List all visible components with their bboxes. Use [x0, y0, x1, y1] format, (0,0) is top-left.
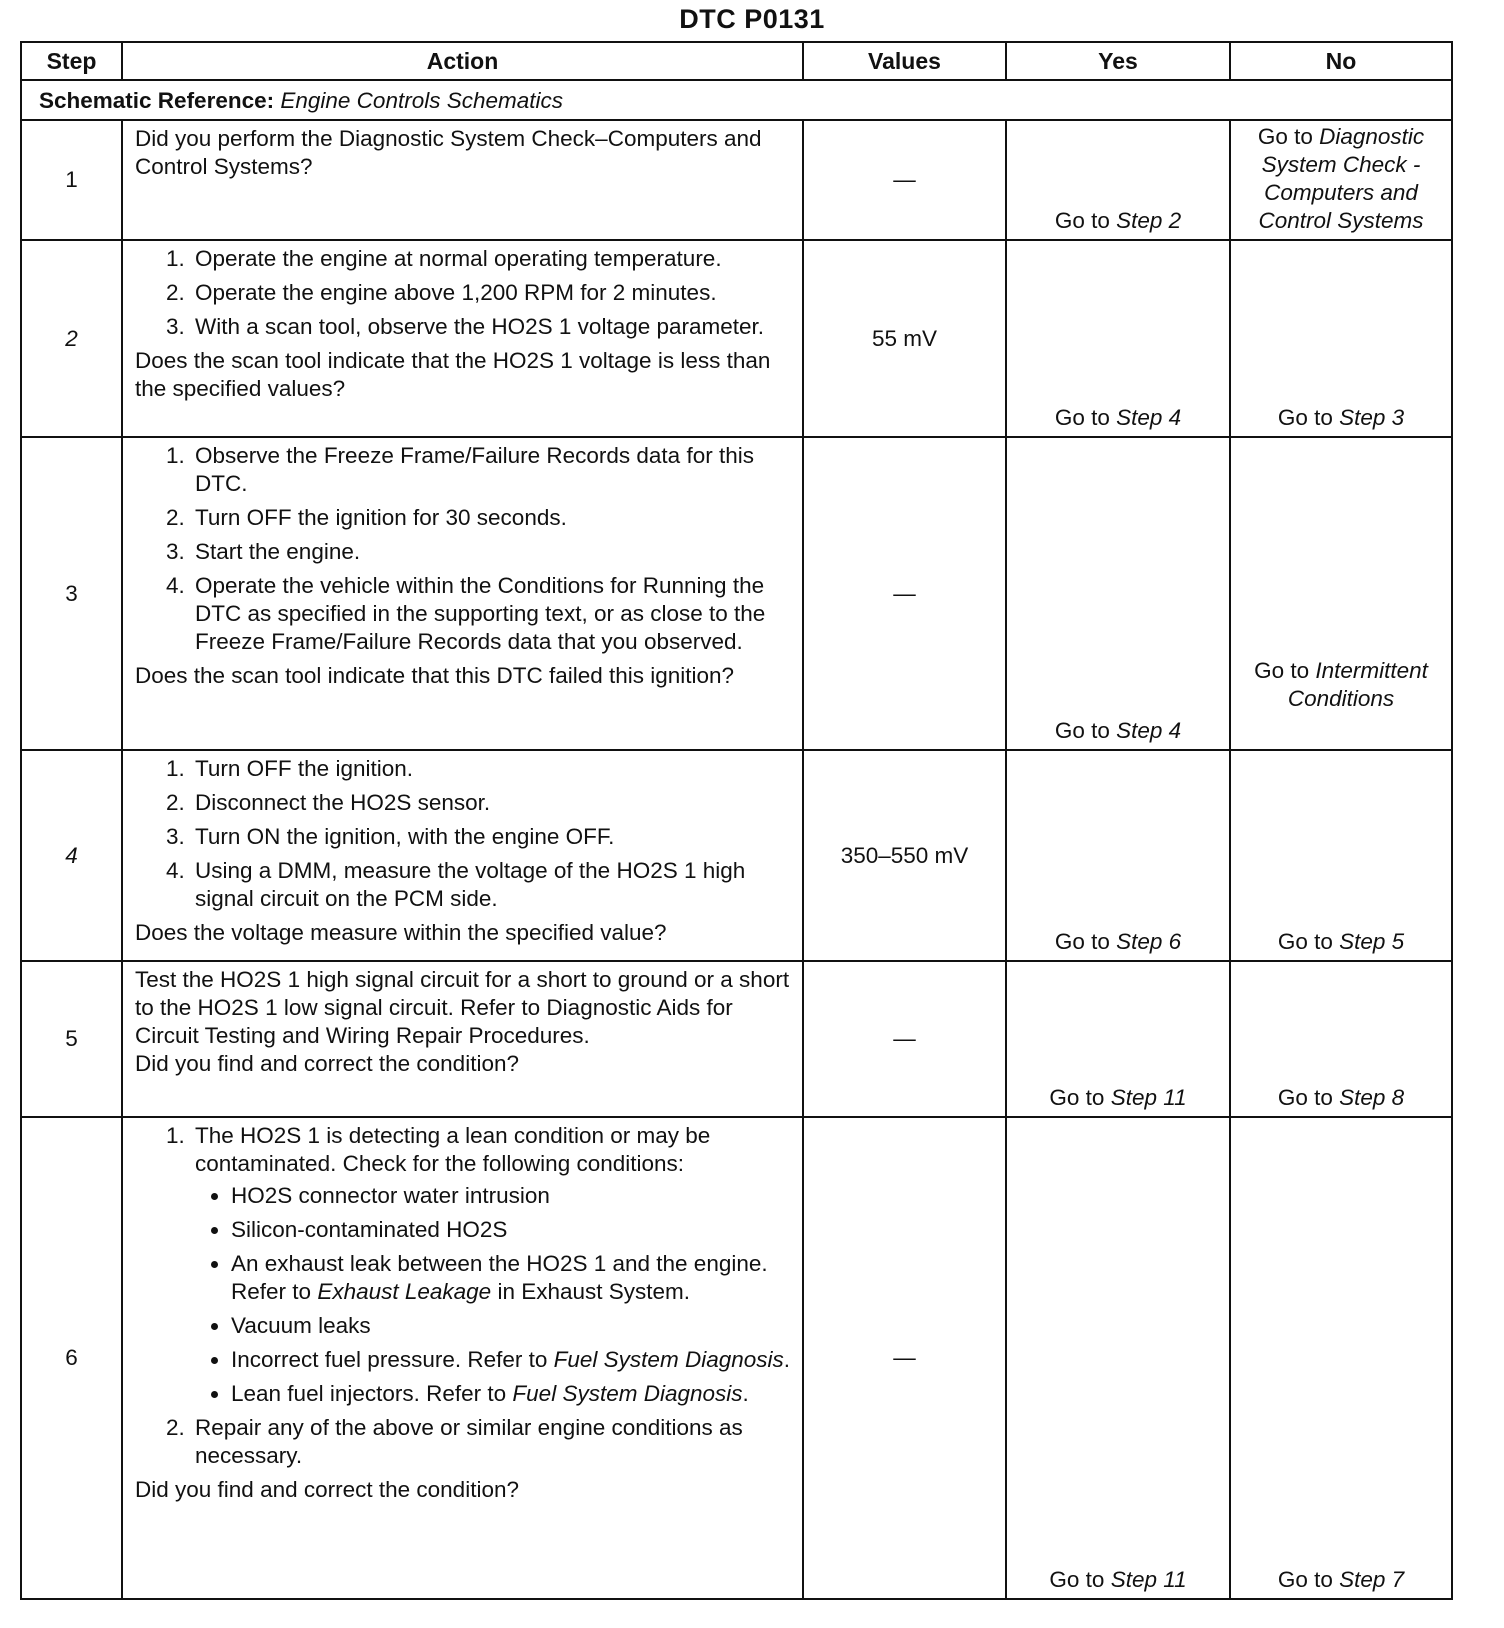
step-number: 1	[21, 120, 122, 240]
schematic-reference	[21, 80, 1452, 120]
condition-item: • Lean fuel injectors. Refer to Fuel System Diagnosis.	[231, 1380, 792, 1408]
action-cell	[122, 120, 803, 240]
table-row-step-1	[21, 120, 1452, 240]
table-row-step-3	[21, 437, 1452, 750]
action-cell	[122, 750, 803, 961]
step-number: 4	[21, 750, 122, 961]
yes-link[interactable]: Step 4	[1116, 718, 1182, 743]
action-question: Did you find and correct the condition?	[135, 1477, 519, 1502]
yes-cell	[1006, 120, 1230, 240]
schematic-label: Schematic Reference:	[39, 88, 275, 113]
no-cell	[1230, 1117, 1452, 1599]
goto-label: Go to	[1277, 1085, 1333, 1110]
no-cell	[1230, 961, 1452, 1117]
values-cell: 350–550 mV	[803, 750, 1006, 961]
no-cell	[1230, 120, 1452, 240]
action-item: 3. Start the engine.	[191, 538, 792, 566]
no-link[interactable]: Diagnostic System Check - Computers and Control Systems	[1258, 124, 1425, 233]
schematic-reference-row	[21, 80, 1452, 120]
condition-text: Incorrect fuel pressure. Refer to	[231, 1347, 548, 1372]
yes-cell	[1006, 750, 1230, 961]
condition-list	[195, 1182, 792, 1408]
no-cell	[1230, 750, 1452, 961]
condition-item: • Vacuum leaks	[231, 1312, 792, 1340]
condition-text: Lean fuel injectors. Refer to	[231, 1381, 507, 1406]
action-item: 1. Operate the engine at normal operating temperature.	[191, 245, 792, 273]
action-item: 4. Using a DMM, measure the voltage of the HO2S 1 high signal circuit on the PCM side.	[191, 857, 792, 913]
step-number: 2	[21, 240, 122, 437]
header-step: Step	[21, 42, 122, 80]
action-question: Does the voltage measure within the specified value?	[135, 920, 667, 945]
goto-label: Go to	[1049, 1085, 1105, 1110]
yes-cell	[1006, 437, 1230, 750]
table-row-step-4	[21, 750, 1452, 961]
action-question: Does the scan tool indicate that this DTC failed this ignition?	[135, 663, 735, 688]
action-item: 2. Disconnect the HO2S sensor.	[191, 789, 792, 817]
step-number: 6	[21, 1117, 122, 1599]
no-link[interactable]: Step 7	[1339, 1567, 1405, 1592]
action-item: 2. Turn OFF the ignition for 30 seconds.	[191, 504, 792, 532]
fuel-system-diagnosis-link[interactable]: Fuel System Diagnosis	[512, 1381, 743, 1406]
no-link[interactable]: Step 3	[1339, 405, 1405, 430]
no-cell	[1230, 240, 1452, 437]
action-item	[191, 1122, 792, 1408]
action-cell	[122, 240, 803, 437]
action-cell	[122, 961, 803, 1117]
values-cell: —	[803, 961, 1006, 1117]
condition-item: • HO2S connector water intrusion	[231, 1182, 792, 1210]
yes-cell	[1006, 961, 1230, 1117]
values-cell: —	[803, 120, 1006, 240]
action-item: 2. Operate the engine above 1,200 RPM for 2 minutes.	[191, 279, 792, 307]
yes-link[interactable]: Step 6	[1116, 929, 1182, 954]
yes-link[interactable]: Step 2	[1116, 208, 1182, 233]
action-list	[135, 245, 792, 341]
action-cell	[122, 1117, 803, 1599]
action-item: 3. Turn ON the ignition, with the engine OFF.	[191, 823, 792, 851]
goto-label: Go to	[1277, 405, 1333, 430]
action-question: Does the scan tool indicate that the HO2S 1 voltage is less than the specified values?	[135, 348, 771, 401]
header-no: No	[1230, 42, 1452, 80]
yes-cell	[1006, 240, 1230, 437]
step-number: 5	[21, 961, 122, 1117]
condition-text: An exhaust leak between the HO2S 1 and the engine. Refer to	[231, 1251, 768, 1304]
goto-label: Go to	[1054, 929, 1110, 954]
goto-label: Go to	[1049, 1567, 1105, 1592]
values-cell: —	[803, 1117, 1006, 1599]
action-item: 4. Operate the vehicle within the Conditions for Running the DTC as specified in the supporting text, or as close to the Freeze Frame/Failure Records data that you observed.	[191, 572, 792, 656]
goto-label: Go to	[1257, 124, 1313, 149]
header-row	[21, 42, 1452, 80]
fuel-system-diagnosis-link[interactable]: Fuel System Diagnosis	[553, 1347, 784, 1372]
no-link[interactable]: Step 8	[1339, 1085, 1405, 1110]
goto-label: Go to	[1054, 718, 1110, 743]
action-text: Did you perform the Diagnostic System Check–Computers and Control Systems?	[135, 126, 762, 179]
goto-label: Go to	[1277, 929, 1333, 954]
values-cell: 55 mV	[803, 240, 1006, 437]
header-values: Values	[803, 42, 1006, 80]
values-cell: —	[803, 437, 1006, 750]
action-question: Did you find and correct the condition?	[135, 1051, 519, 1076]
table-row-step-2	[21, 240, 1452, 437]
condition-item	[231, 1250, 792, 1306]
yes-link[interactable]: Step 4	[1116, 405, 1182, 430]
table-row-step-6	[21, 1117, 1452, 1599]
no-link[interactable]: Intermittent Conditions	[1287, 658, 1428, 711]
action-cell	[122, 437, 803, 750]
no-cell	[1230, 437, 1452, 750]
action-intro: The HO2S 1 is detecting a lean condition or may be contaminated. Check for the following conditions:	[195, 1123, 711, 1176]
action-list	[135, 442, 792, 656]
action-item: 2. Repair any of the above or similar engine conditions as necessary.	[191, 1414, 792, 1470]
yes-link[interactable]: Step 11	[1110, 1567, 1187, 1592]
goto-label: Go to	[1054, 405, 1110, 430]
condition-item: • Silicon-contaminated HO2S	[231, 1216, 792, 1244]
page-title: DTC P0131	[679, 4, 825, 34]
header-yes: Yes	[1006, 42, 1230, 80]
action-list	[135, 755, 792, 913]
action-text: Test the HO2S 1 high signal circuit for a short to ground or a short to the HO2S 1 low signal circuit. Refer to Diagnostic Aids for Circuit Testing and Wiring Repair Procedures.	[135, 967, 790, 1048]
header-action: Action	[122, 42, 803, 80]
step-number: 3	[21, 437, 122, 750]
goto-label: Go to	[1277, 1567, 1333, 1592]
action-item: 1. Turn OFF the ignition.	[191, 755, 792, 783]
yes-cell	[1006, 1117, 1230, 1599]
action-item: 1. Observe the Freeze Frame/Failure Records data for this DTC.	[191, 442, 792, 498]
exhaust-leakage-link[interactable]: Exhaust Leakage	[317, 1279, 492, 1304]
yes-link[interactable]: Step 11	[1110, 1085, 1187, 1110]
goto-label: Go to	[1054, 208, 1110, 233]
table-row-step-5	[21, 961, 1452, 1117]
no-link[interactable]: Step 5	[1339, 929, 1405, 954]
action-list	[135, 1122, 792, 1470]
diagnostic-table	[20, 41, 1453, 1600]
goto-label: Go to	[1254, 658, 1310, 683]
schematic-link[interactable]: Engine Controls Schematics	[280, 88, 564, 113]
condition-text: in Exhaust System.	[497, 1279, 691, 1304]
action-item: 3. With a scan tool, observe the HO2S 1 voltage parameter.	[191, 313, 792, 341]
condition-item: • Incorrect fuel pressure. Refer to Fuel System Diagnosis.	[231, 1346, 792, 1374]
